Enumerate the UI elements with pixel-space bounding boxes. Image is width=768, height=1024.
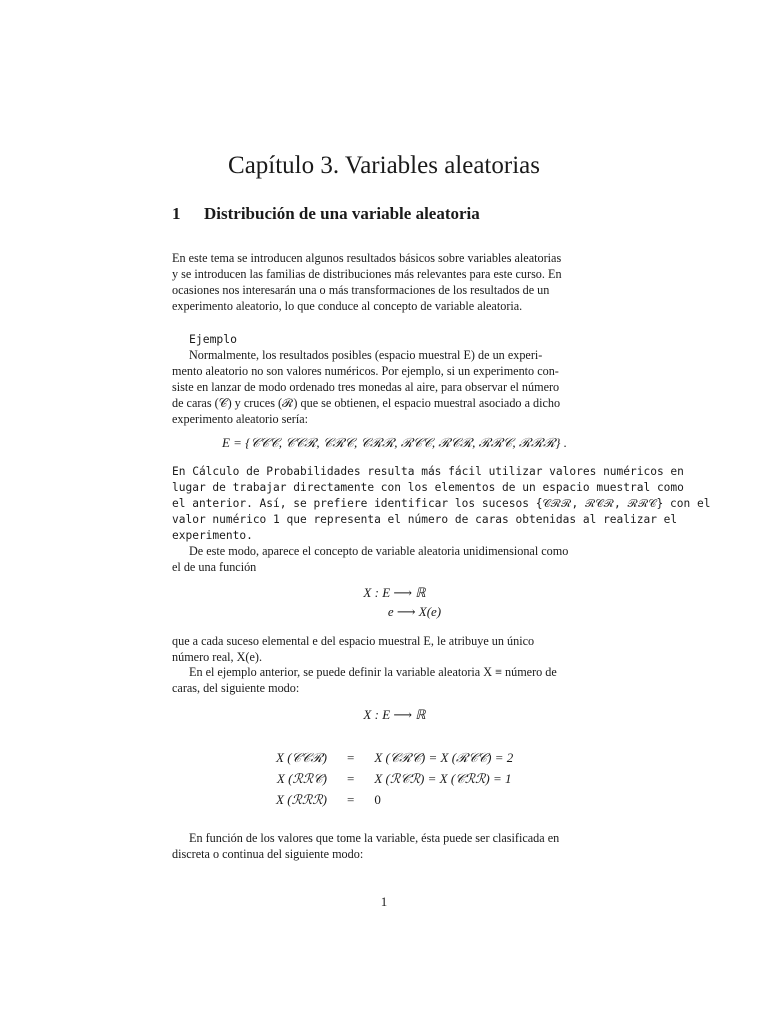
example-line: de caras (𝒞) y cruces (ℛ) que se obtienen, el espacio muestral asociado a dicho [172, 396, 561, 410]
page-number: 1 [380, 894, 388, 909]
paragraph-suceso [172, 633, 617, 665]
paragraph-line: caras, del siguiente modo: [172, 681, 300, 695]
example-line: mento aleatorio no son valores numéricos. Por ejemplo, si un experimento con- [172, 364, 559, 378]
example-line: experimento aleatorio sería: [172, 412, 309, 426]
function-definition-line2: e ⟶ X(e) [387, 604, 442, 619]
example-line: siste en lanzar de modo ordenado tres monedas al aire, para observar el número [172, 380, 560, 394]
section-heading [172, 204, 480, 224]
paragraph-funcion-valores [172, 830, 617, 862]
equation-lhs: X (ℛℛ𝒞) [276, 771, 327, 786]
equation-row [276, 792, 513, 811]
equation-rhs: X (ℛ𝒞ℛ) = X (𝒞ℛℛ) = 1 [374, 771, 512, 786]
example-label: Ejemplo [189, 332, 238, 346]
paragraph-line: En el ejemplo anterior, se puede definir la variable aleatoria X ≡ número de [189, 665, 557, 679]
equation-op: = [346, 771, 355, 786]
sample-space-equation: E = {𝒞𝒞𝒞, 𝒞𝒞ℛ, 𝒞ℛ𝒞, 𝒞ℛℛ, ℛ𝒞𝒞, ℛ𝒞ℛ, ℛℛ𝒞, ℛℛℛ} . [221, 435, 568, 450]
equation-op: = [346, 750, 355, 765]
equation-lhs: X (ℛℛℛ) [276, 792, 327, 807]
equation-system [274, 748, 515, 813]
paragraph-line: el de una función [172, 560, 257, 574]
paragraph-concepto [172, 543, 617, 575]
paragraph-line: valor numérico 1 que representa el número de caras obtenidas al realizar el [172, 513, 678, 526]
paragraph-line: experimento. [172, 529, 253, 542]
intro-line: y se introducen las familias de distribuciones más relevantes para este curso. En [172, 267, 562, 281]
section-title: Distribución de una variable aleatoria [204, 204, 480, 223]
intro-line: experimento aleatorio, lo que conduce al concepto de variable aleatoria. [172, 299, 523, 313]
function-definition-line1: X : E ⟶ ℝ [363, 585, 426, 600]
paragraph-line: el anterior. Así, se prefiere identificar los sucesos {𝒞ℛℛ, ℛ𝒞ℛ, ℛℛ𝒞} con el [172, 497, 711, 510]
intro-line: ocasiones nos interesarán una o más transformaciones de los resultados de un [172, 283, 550, 297]
paragraph-calculo [172, 464, 711, 544]
intro-line: En este tema se introducen algunos resultados básicos sobre variables aleatorias [172, 251, 562, 265]
section-number: 1 [172, 204, 181, 223]
equation-rhs: 0 [374, 792, 381, 807]
equation-rhs: X (𝒞ℛ𝒞) = X (ℛ𝒞𝒞) = 2 [374, 750, 514, 765]
paragraph-line: En Cálculo de Probabilidades resulta más fácil utilizar valores numéricos en [172, 465, 684, 478]
chapter-title: Capítulo 3. Variables aleatorias [228, 152, 540, 179]
paragraph-line: De este modo, aparece el concepto de variable aleatoria unidimensional como [189, 544, 569, 558]
equation-lhs: X (𝒞𝒞ℛ) [276, 750, 327, 765]
paragraph-line: discreta o continua del siguiente modo: [172, 847, 364, 861]
example-paragraph [172, 347, 617, 427]
paragraph-line: En función de los valores que tome la variable, ésta puede ser clasificada en [189, 831, 560, 845]
paragraph-ejemplo-anterior [172, 664, 617, 696]
equation-row [276, 750, 513, 769]
example-line: Normalmente, los resultados posibles (espacio muestral E) de un experi- [189, 348, 543, 362]
intro-paragraph [172, 250, 617, 314]
paragraph-line: lugar de trabajar directamente con los elementos de un espacio muestral como [172, 481, 684, 494]
map-equation: X : E ⟶ ℝ [363, 707, 426, 722]
equation-op: = [346, 792, 355, 807]
paragraph-line: número real, X(e). [172, 650, 263, 664]
equation-row [276, 771, 513, 790]
paragraph-line: que a cada suceso elemental e del espacio muestral E, le atribuye un único [172, 634, 535, 648]
